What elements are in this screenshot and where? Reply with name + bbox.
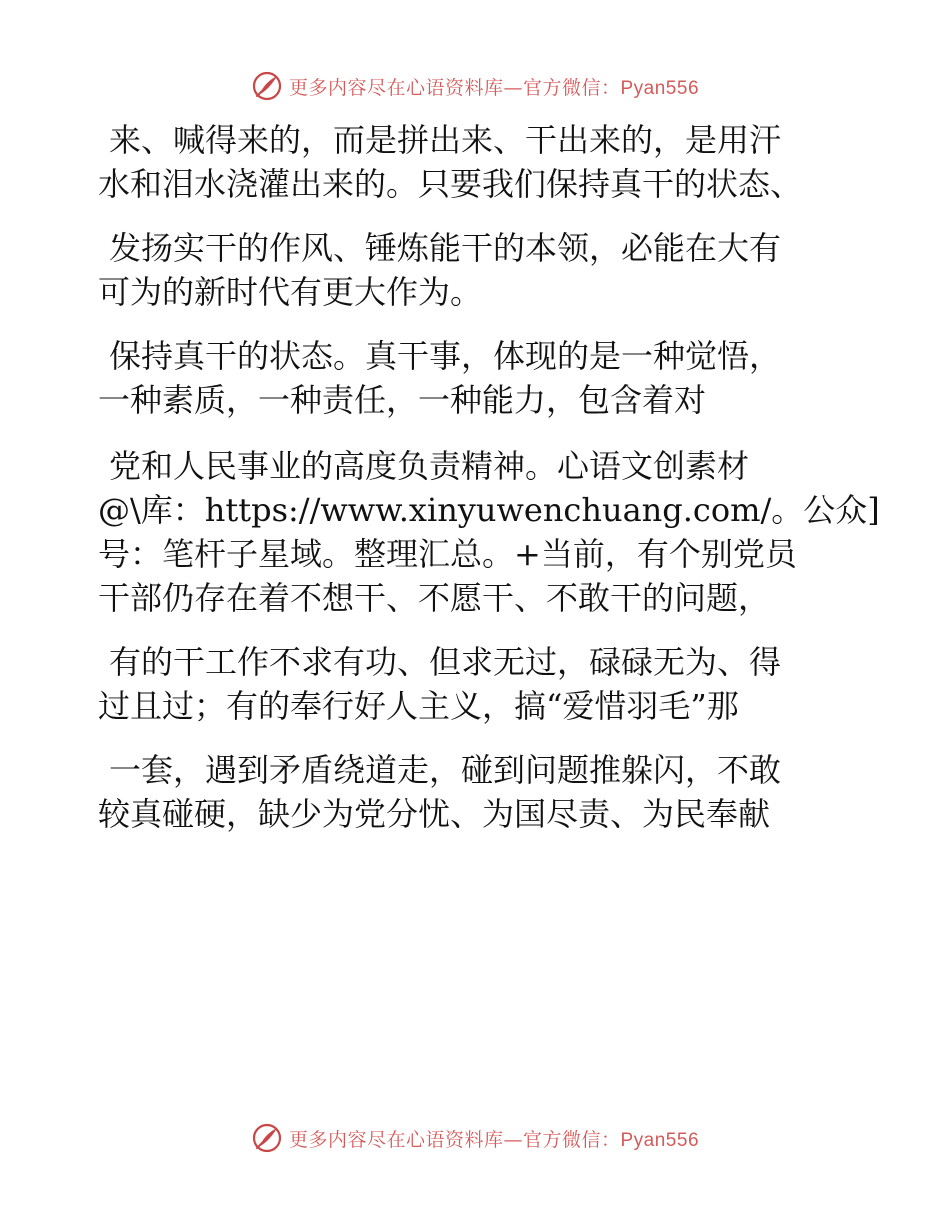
- text-line: 党和人民事业的高度负责精神。心语文创素材: [109, 447, 750, 485]
- header-brand: [251, 70, 699, 102]
- text-line: 号：笔杆子星域。整理汇总。+当前，有个别党员: [98, 535, 797, 573]
- text-line: 水和泪水浇灌出来的。只要我们保持真干的状态、: [98, 165, 803, 203]
- text-line: 有的干工作不求有功、但求无过，碌碌无为、得: [109, 643, 782, 681]
- text-line: 保持真干的状态。真干事，体现的是一种觉悟，: [109, 337, 782, 375]
- pen-feather-logo-icon: [251, 70, 283, 102]
- footer-brand: [251, 1122, 699, 1154]
- body-text: [98, 118, 880, 836]
- footer-wechat-id: Pyan556: [620, 1129, 700, 1151]
- text-line: 发扬实干的作风、锤炼能干的本领，必能在大有: [109, 229, 782, 267]
- footer-text: 更多内容尽在心语资料库—官方微信：: [288, 1128, 621, 1151]
- text-line: 来、喊得来的，而是拼出来、干出来的，是用汗: [109, 121, 782, 159]
- page-footer: [0, 1122, 950, 1154]
- page-header: [0, 70, 950, 102]
- text-line: @\库：https://www.xinyuwenchuang.com/。公众]: [98, 491, 880, 529]
- text-line: 一套，遇到矛盾绕道走，碰到问题推躲闪，不敢: [109, 751, 782, 789]
- text-line: 干部仍存在着不想干、不愿干、不敢干的问题，: [98, 579, 771, 617]
- header-wechat-id: Pyan556: [620, 77, 700, 99]
- header-text: 更多内容尽在心语资料库—官方微信：: [288, 76, 621, 99]
- text-line: 过且过；有的奉行好人主义，搞“爱惜羽毛”那: [98, 687, 739, 725]
- text-line: 较真碰硬，缺少为党分忧、为国尽责、为民奉献: [98, 795, 771, 833]
- text-line: 一种素质，一种责任，一种能力，包含着对: [98, 381, 707, 419]
- pen-feather-logo-icon: [251, 1122, 283, 1154]
- text-line: 可为的新时代有更大作为。: [98, 273, 483, 311]
